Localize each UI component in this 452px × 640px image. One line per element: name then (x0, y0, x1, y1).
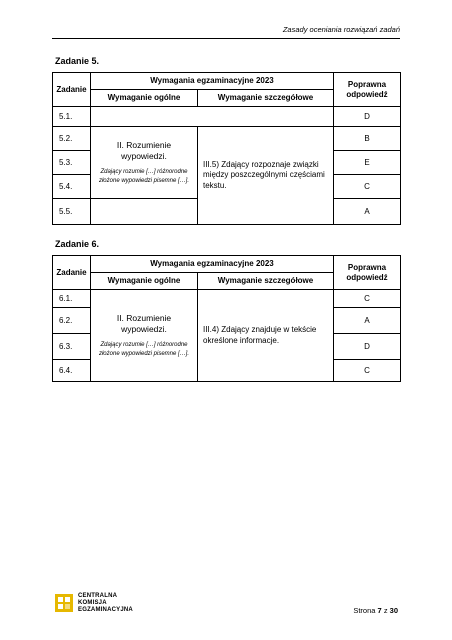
task-number: 5.2. (53, 127, 91, 151)
col-header-wymagania: Wymagania egzaminacyjne 2023 (91, 256, 334, 273)
empty-cell (91, 107, 334, 127)
page-current: 7 (377, 606, 382, 615)
cke-logo (55, 593, 133, 614)
specific-requirement-cell (198, 127, 334, 225)
header-divider (52, 38, 400, 39)
answer-cell: E (334, 151, 401, 175)
general-requirement-detail: Zdający rozumie […] różnorodne złożone wypowiedzi pisemne […]. (98, 169, 190, 184)
answer-cell: C (334, 175, 401, 199)
task-5-title: Zadanie 5. (55, 56, 100, 66)
logo-line: KOMISJA (78, 599, 107, 606)
page-total: 30 (389, 606, 398, 615)
col-header-odpowiedz: Poprawna odpowiedź (334, 256, 401, 290)
col-header-zadanie: Zadanie (53, 256, 91, 290)
general-requirement-cell (91, 127, 198, 199)
task-number: 6.4. (53, 360, 91, 382)
task-number: 5.3. (53, 151, 91, 175)
page-header-title: Zasady oceniania rozwiązań zadań (282, 25, 400, 34)
specific-requirement: III.5) Zdający rozpoznaje związki między poszczególnymi częściami tekstu. (203, 159, 325, 190)
general-requirement: II. Rozumienie wypowiedzi. (116, 313, 172, 335)
col-header-ogolne: Wymaganie ogólne (91, 90, 198, 107)
logo-line: EGZAMINACYJNA (78, 606, 133, 613)
specific-requirement: III.4) Zdający znajduje w tekście określone informacje. (203, 325, 317, 345)
page-prefix: Strona (353, 606, 376, 615)
logo-line: CENTRALNA (78, 593, 118, 599)
specific-requirement-cell (198, 290, 334, 382)
task-number: 6.3. (53, 334, 91, 360)
answer-cell: A (334, 199, 401, 225)
answer-cell: A (334, 308, 401, 334)
col-header-wymagania: Wymagania egzaminacyjne 2023 (91, 73, 334, 90)
answer-cell: B (334, 127, 401, 151)
task-6-title: Zadanie 6. (55, 239, 100, 249)
task-6-table (52, 255, 401, 382)
task-number: 5.1. (53, 107, 91, 127)
answer-cell: D (334, 107, 401, 127)
task-number: 6.1. (53, 290, 91, 308)
answer-cell: C (334, 360, 401, 382)
task-number: 6.2. (53, 308, 91, 334)
col-header-ogolne: Wymaganie ogólne (91, 273, 198, 290)
page-separator: z (383, 606, 388, 615)
general-requirement-cell (91, 290, 198, 382)
general-requirement-detail: Zdający rozumie […] różnorodne złożone wypowiedzi pisemne […]. (98, 342, 190, 357)
task-number: 5.5. (53, 199, 91, 225)
col-header-szczegolowe: Wymaganie szczegółowe (198, 273, 334, 290)
empty-cell (91, 199, 198, 225)
task-5-table (52, 72, 401, 225)
task-number: 5.4. (53, 175, 91, 199)
answer-cell: D (334, 334, 401, 360)
col-header-szczegolowe: Wymaganie szczegółowe (198, 90, 334, 107)
col-header-odpowiedz: Poprawna odpowiedź (334, 73, 401, 107)
answer-cell: C (334, 290, 401, 308)
col-header-zadanie: Zadanie (53, 73, 91, 107)
cke-logo-icon (55, 594, 73, 612)
general-requirement: II. Rozumienie wypowiedzi. (116, 140, 172, 162)
page-number (353, 606, 398, 615)
